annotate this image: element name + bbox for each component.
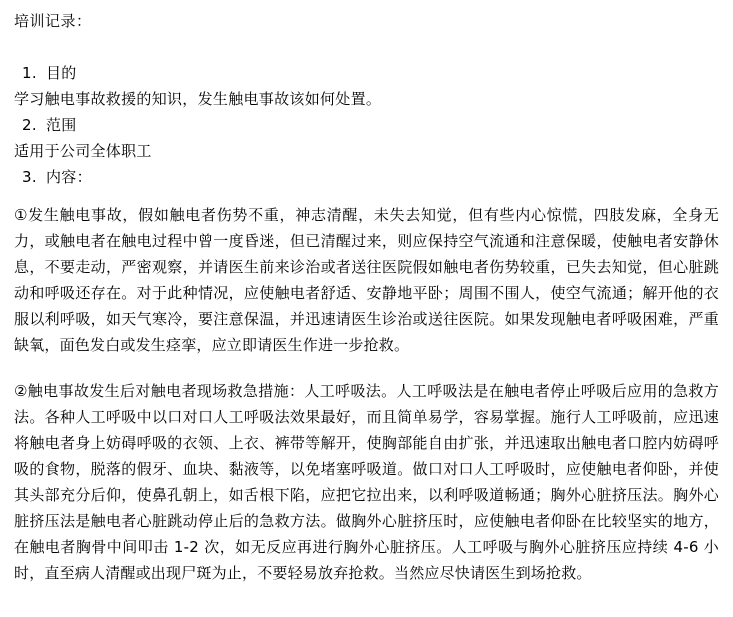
spacer bbox=[14, 358, 719, 378]
section-3-heading bbox=[14, 164, 719, 190]
page-title: 培训记录： bbox=[14, 12, 92, 30]
paragraph-1: ①发生触电事故，假如触电者伤势不重，神志清醒，未失去知觉，但有些内心惊慌，四肢发麻，全身无力，或触电者在触电过程中曾一度昏迷，但已清醒过来，则应保持空气流通和注意保暖，使触电者安静休息，不要走动，严密观察，并请医生前来诊治或者送往医院假如触电者伤势较重，已失去知觉，但心脏跳动和呼吸还存在。对于此种情况，应使触电者舒适、安静地平卧；周围不围人，使空气流通；解开他的衣服以利呼吸，如天气寒冷，要注意保温，并迅速请医生诊治或送往医院。如果发现触电者呼吸困难，严重缺氧，面色发白或发生痉挛，应立即请医生作进一步抢救。 bbox=[14, 206, 719, 354]
section-1-number: 1. bbox=[22, 64, 37, 82]
section-2-heading bbox=[14, 112, 719, 138]
section-1-body: 学习触电事故救援的知识，发生触电事故该如何处置。 bbox=[14, 90, 382, 108]
spacer bbox=[14, 48, 719, 60]
section-2-number: 2. bbox=[22, 116, 37, 134]
section-3-number: 3. bbox=[22, 168, 37, 186]
paragraph-2: ②触电事故发生后对触电者现场救急措施：人工呼吸法。人工呼吸法是在触电者停止呼吸后应用的急救方法。各种人工呼吸中以口对口人工呼吸法效果最好，而且简单易学，容易掌握。施行人工呼吸前，应迅速将触电者身上妨碍呼吸的衣领、上衣、裤带等解开，使胸部能自由扩张，并迅速取出触电者口腔内妨碍呼吸的食物，脱落的假牙、血块、黏液等，以免堵塞呼吸道。做口对口人工呼吸时，应使触电者仰卧，并使其头部充分后仰，使鼻孔朝上，如舌根下陷，应把它拉出来，以利呼吸道畅通；胸外心脏挤压法。胸外心脏挤压法是触电者心脏跳动停止后的急救方法。做胸外心脏挤压时，应使触电者仰卧在比较坚实的地方，在触电者胸骨中间叩击 1-2 次，如无反应再进行胸外心脏挤压。人工呼吸与胸外心脏挤压应持续 4-6 小时，直至病人清醒或出现尸斑为止，不要轻易放弃抢救。当然应尽快请医生到场抢救。 bbox=[14, 382, 719, 582]
section-2-body: 适用于公司全体职工 bbox=[14, 142, 152, 160]
section-3-title: 内容： bbox=[46, 168, 92, 186]
section-1-title: 目的 bbox=[46, 64, 77, 82]
section-2-title: 范围 bbox=[46, 116, 77, 134]
spacer bbox=[14, 190, 719, 202]
section-1-heading bbox=[14, 60, 719, 86]
